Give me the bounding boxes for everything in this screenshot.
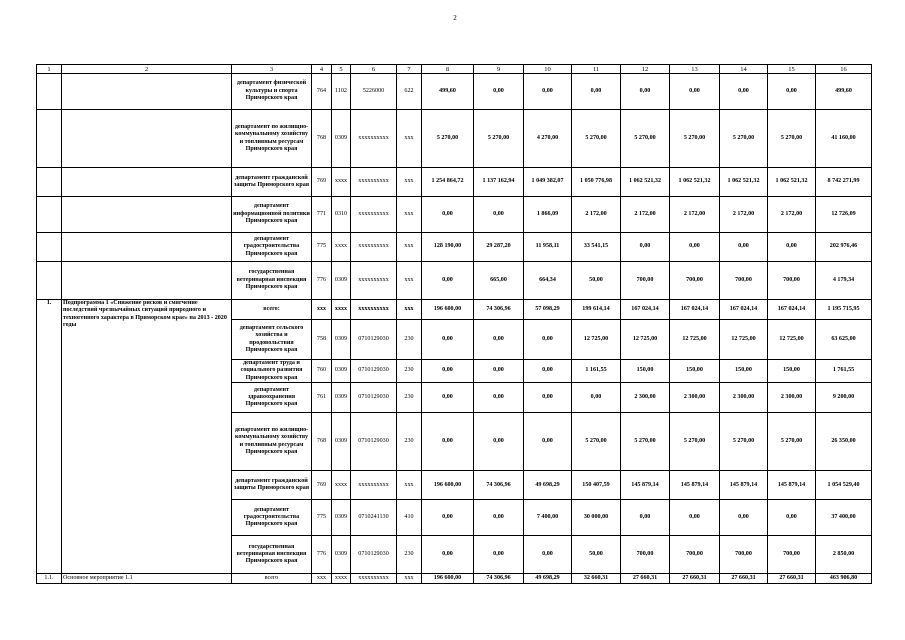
department-cell: департамент гражданской защиты Приморского края <box>232 168 312 197</box>
table-cell: 771 <box>312 197 332 233</box>
table-cell: 2 300,00 <box>720 383 768 413</box>
table-cell: 0,00 <box>621 500 670 536</box>
table-cell: 32 660,31 <box>572 574 621 584</box>
table-cell: 768 <box>312 110 332 168</box>
table-cell: 761 <box>312 383 332 413</box>
table-cell: 196 600,00 <box>422 574 474 584</box>
table-cell: 1 050 776,98 <box>572 168 621 197</box>
department-cell: департамент градостроительства Приморского края <box>232 233 312 262</box>
table-cell: 230 <box>397 320 422 360</box>
table-cell: 0,00 <box>422 197 474 233</box>
table-cell: 29 287,20 <box>474 233 524 262</box>
table-cell: 1 049 382,07 <box>524 168 572 197</box>
table-cell: 12 725,00 <box>768 320 816 360</box>
department-cell: департамент по жилищно-коммунальному хозяйству и топливным ресурсам Приморского края <box>232 413 312 471</box>
table-cell: xxxxxxxxxx <box>351 168 397 197</box>
table-cell: xxxx <box>332 574 351 584</box>
table-cell: 499,60 <box>422 74 474 110</box>
table-cell: 5 270,00 <box>572 110 621 168</box>
table-cell: 74 306,96 <box>474 574 524 584</box>
table-cell: 0,00 <box>768 500 816 536</box>
table-cell <box>37 74 62 110</box>
program-name-cell <box>62 110 232 168</box>
table-cell: 0,00 <box>524 383 572 413</box>
table-cell: 776 <box>312 536 332 574</box>
table-cell: 37 400,00 <box>816 500 872 536</box>
program-name-cell <box>62 168 232 197</box>
column-header: 12 <box>621 65 670 74</box>
table-cell: 700,00 <box>621 262 670 300</box>
table-cell: 0710129030 <box>351 320 397 360</box>
table-cell: 26 350,00 <box>816 413 872 471</box>
table-cell: 2 300,00 <box>670 383 720 413</box>
table-cell <box>37 168 62 197</box>
table-cell: 33 541,15 <box>572 233 621 262</box>
table-cell: 2 300,00 <box>621 383 670 413</box>
table-cell: xxxx <box>332 233 351 262</box>
table-cell: 7 400,00 <box>524 500 572 536</box>
table-cell: 0,00 <box>422 262 474 300</box>
column-header: 11 <box>572 65 621 74</box>
table-cell: xxx <box>397 300 422 320</box>
table-cell: 4 270,00 <box>524 110 572 168</box>
table-cell: 2 172,00 <box>720 197 768 233</box>
table-cell: xxx <box>312 574 332 584</box>
table-cell: xxxxxxxxxx <box>351 300 397 320</box>
table-cell <box>37 262 62 300</box>
table-cell: 5 270,00 <box>768 110 816 168</box>
table-cell: 5 270,00 <box>422 110 474 168</box>
table-cell: 27 660,31 <box>768 574 816 584</box>
department-cell: всего: <box>232 300 312 320</box>
header-row <box>37 65 872 74</box>
table-cell: 5 270,00 <box>670 413 720 471</box>
table-cell: 0,00 <box>670 233 720 262</box>
table-cell: 2 172,00 <box>572 197 621 233</box>
table-cell: 1. <box>37 300 62 574</box>
table-cell: 760 <box>312 360 332 383</box>
table-cell: 202 976,46 <box>816 233 872 262</box>
table-cell: 150,00 <box>720 360 768 383</box>
table-cell: 196 600,00 <box>422 471 474 500</box>
table-cell: 57 098,29 <box>524 300 572 320</box>
table-row <box>37 300 872 320</box>
table-cell: 27 660,31 <box>720 574 768 584</box>
table-cell: 0710129030 <box>351 383 397 413</box>
department-cell: департамент гражданской защиты Приморского края <box>232 471 312 500</box>
table-cell: 167 024,14 <box>670 300 720 320</box>
table-cell: 775 <box>312 500 332 536</box>
table-cell: 12 725,00 <box>572 320 621 360</box>
column-header: 8 <box>422 65 474 74</box>
column-header: 6 <box>351 65 397 74</box>
table-cell: 0310 <box>332 197 351 233</box>
table-cell: 5 270,00 <box>474 110 524 168</box>
table-cell: xxx <box>397 168 422 197</box>
table-cell: 0309 <box>332 536 351 574</box>
table-cell: 2 172,00 <box>670 197 720 233</box>
department-cell: государственная ветеринарная инспекция Приморского края <box>232 536 312 574</box>
table-cell: xxxxxxxxxx <box>351 110 397 168</box>
table-cell: 0309 <box>332 360 351 383</box>
table-cell: 12 725,00 <box>720 320 768 360</box>
table-cell: 8 742 271,99 <box>816 168 872 197</box>
table-cell: 49 698,29 <box>524 574 572 584</box>
table-cell: 50,00 <box>572 262 621 300</box>
table-cell: 0,00 <box>524 360 572 383</box>
department-cell: департамент информационной политики Приморского края <box>232 197 312 233</box>
column-header: 9 <box>474 65 524 74</box>
column-header: 13 <box>670 65 720 74</box>
table-cell: 0,00 <box>474 383 524 413</box>
table-cell: 5 270,00 <box>768 413 816 471</box>
table-cell: 0,00 <box>572 74 621 110</box>
program-name-cell: Подпрограмма 1 «Снижение рисков и смягчение последствий чрезвычайных ситуаций природного и техногенного характера в Приморском крае» на 2013 - 2020 годы <box>62 300 232 574</box>
table-cell: 5 270,00 <box>621 413 670 471</box>
table-cell: 499,60 <box>816 74 872 110</box>
table-cell: 769 <box>312 168 332 197</box>
table-cell: xxx <box>397 262 422 300</box>
table-cell: xxxxxxxxxx <box>351 574 397 584</box>
table-cell: 700,00 <box>720 262 768 300</box>
table-cell: 700,00 <box>768 536 816 574</box>
table-cell: 4 179,34 <box>816 262 872 300</box>
table-cell <box>37 233 62 262</box>
column-header: 10 <box>524 65 572 74</box>
table-cell: 230 <box>397 536 422 574</box>
table-cell: 0309 <box>332 110 351 168</box>
table-cell: 41 160,00 <box>816 110 872 168</box>
table-cell: 0710129030 <box>351 536 397 574</box>
program-name-cell <box>62 74 232 110</box>
column-header: 14 <box>720 65 768 74</box>
table-row <box>37 197 872 233</box>
table-row <box>37 168 872 197</box>
table-cell: 1 195 715,95 <box>816 300 872 320</box>
table-cell: 776 <box>312 262 332 300</box>
table-cell: 0,00 <box>422 413 474 471</box>
table-cell: xxx <box>312 300 332 320</box>
column-header: 1 <box>37 65 62 74</box>
table-cell: 12 725,00 <box>621 320 670 360</box>
budget-table <box>36 64 872 584</box>
table-cell: 700,00 <box>720 536 768 574</box>
table-cell: 768 <box>312 413 332 471</box>
table-cell: 0,00 <box>474 360 524 383</box>
table-row <box>37 110 872 168</box>
table-cell: 0309 <box>332 320 351 360</box>
table-cell: 2 850,00 <box>816 536 872 574</box>
table-cell: 0,00 <box>474 413 524 471</box>
table-cell: xxx <box>397 197 422 233</box>
table-cell: 0710241130 <box>351 500 397 536</box>
table-cell: 12 725,00 <box>670 320 720 360</box>
table-cell: 0,00 <box>720 500 768 536</box>
table-cell: 150,00 <box>670 360 720 383</box>
table-row <box>37 74 872 110</box>
table-cell <box>37 110 62 168</box>
table-cell: 0,00 <box>474 74 524 110</box>
table-cell: xxxxxxxxxx <box>351 262 397 300</box>
table-cell: 167 024,14 <box>621 300 670 320</box>
department-cell: департамент труда и социального развития Приморского края <box>232 360 312 383</box>
table-cell: 0,00 <box>474 320 524 360</box>
table-cell: 0,00 <box>524 413 572 471</box>
table-cell: 1 062 521,32 <box>670 168 720 197</box>
column-header: 3 <box>232 65 312 74</box>
table-cell: 1 866,09 <box>524 197 572 233</box>
table-row <box>37 574 872 584</box>
table-cell: 775 <box>312 233 332 262</box>
table-cell: 5 270,00 <box>572 413 621 471</box>
table-cell: 1 062 521,32 <box>768 168 816 197</box>
table-cell: 230 <box>397 360 422 383</box>
page-number: 2 <box>453 14 457 22</box>
table-cell: 410 <box>397 500 422 536</box>
column-header: 7 <box>397 65 422 74</box>
table-cell: 5 270,00 <box>720 413 768 471</box>
table-cell: 0,00 <box>474 536 524 574</box>
table-cell: xxx <box>397 471 422 500</box>
table-cell: 1 254 864,72 <box>422 168 474 197</box>
table-cell: 167 024,14 <box>720 300 768 320</box>
table-cell: 622 <box>397 74 422 110</box>
table-cell: 1.1. <box>37 574 62 584</box>
table-cell: 1 054 529,40 <box>816 471 872 500</box>
table-cell: 145 879,14 <box>670 471 720 500</box>
table-cell: 199 614,14 <box>572 300 621 320</box>
table-cell: 0309 <box>332 413 351 471</box>
table-cell: 0710129030 <box>351 360 397 383</box>
table-cell: xxxx <box>332 471 351 500</box>
table-cell: 700,00 <box>621 536 670 574</box>
table-row <box>37 233 872 262</box>
column-header: 15 <box>768 65 816 74</box>
table-cell: 1 062 521,32 <box>621 168 670 197</box>
table-cell: 0,00 <box>670 74 720 110</box>
table-cell: 0,00 <box>768 74 816 110</box>
table-cell: 2 172,00 <box>768 197 816 233</box>
table-cell: 700,00 <box>768 262 816 300</box>
table-cell: 0,00 <box>474 500 524 536</box>
department-cell: департамент градостроительства Приморского края <box>232 500 312 536</box>
table-cell: 196 600,00 <box>422 300 474 320</box>
table-cell: 11 958,11 <box>524 233 572 262</box>
table-cell: 463 906,80 <box>816 574 872 584</box>
table-cell: 49 698,29 <box>524 471 572 500</box>
table-cell: 769 <box>312 471 332 500</box>
table-cell: 0,00 <box>768 233 816 262</box>
table-cell: 665,00 <box>474 262 524 300</box>
table-cell: 0,00 <box>621 74 670 110</box>
table-cell: 27 660,31 <box>621 574 670 584</box>
table-cell: 0,00 <box>524 74 572 110</box>
table-cell: 0,00 <box>422 383 474 413</box>
table-cell: 5 270,00 <box>720 110 768 168</box>
table-cell: 0,00 <box>572 383 621 413</box>
table-cell: 74 306,96 <box>474 300 524 320</box>
table-cell: 63 625,00 <box>816 320 872 360</box>
program-name-cell <box>62 233 232 262</box>
table-cell: 0,00 <box>422 320 474 360</box>
department-cell: всего <box>232 574 312 584</box>
table-cell: 74 306,96 <box>474 471 524 500</box>
table-cell: 1 161,55 <box>572 360 621 383</box>
program-name-cell <box>62 197 232 233</box>
table-cell: 0,00 <box>720 233 768 262</box>
table-cell: 150 407,59 <box>572 471 621 500</box>
table-cell: 5226000 <box>351 74 397 110</box>
table-cell: 0,00 <box>621 233 670 262</box>
table-cell: xxxxxxxxxx <box>351 471 397 500</box>
table-cell: xxx <box>397 110 422 168</box>
table-cell: 230 <box>397 383 422 413</box>
table-cell: xxxx <box>332 168 351 197</box>
table-cell: 150,00 <box>768 360 816 383</box>
table-cell: 0,00 <box>422 500 474 536</box>
department-cell: департамент сельского хозяйства и продовольствия Приморского края <box>232 320 312 360</box>
department-cell: департамент физической культуры и спорта Приморского края <box>232 74 312 110</box>
table-cell: 1 137 162,94 <box>474 168 524 197</box>
table-cell: 664,34 <box>524 262 572 300</box>
table-cell: 0309 <box>332 500 351 536</box>
table-cell: 764 <box>312 74 332 110</box>
table-cell: 9 200,00 <box>816 383 872 413</box>
table-cell: 2 172,00 <box>621 197 670 233</box>
program-name-cell: Основное мероприятие 1.1 <box>62 574 232 584</box>
table-cell: 2 300,00 <box>768 383 816 413</box>
table-cell: 1102 <box>332 74 351 110</box>
table-cell: xxx <box>397 574 422 584</box>
table-cell: 0,00 <box>422 360 474 383</box>
table-cell: 230 <box>397 413 422 471</box>
table-cell: 150,00 <box>621 360 670 383</box>
department-cell: департамент по жилищно-коммунальному хозяйству и топливным ресурсам Приморского края <box>232 110 312 168</box>
table-cell: xxxx <box>332 300 351 320</box>
table-cell <box>37 197 62 233</box>
table-cell: 0,00 <box>474 197 524 233</box>
table-cell: 0309 <box>332 383 351 413</box>
table-cell: 0,00 <box>670 500 720 536</box>
table-cell: xxxxxxxxxx <box>351 233 397 262</box>
table-cell: xxxxxxxxxx <box>351 197 397 233</box>
table-cell: 145 879,14 <box>768 471 816 500</box>
column-header: 16 <box>816 65 872 74</box>
table-cell: xxx <box>397 233 422 262</box>
program-name-cell <box>62 262 232 300</box>
table-cell: 700,00 <box>670 536 720 574</box>
table-cell: 12 726,09 <box>816 197 872 233</box>
table-cell: 5 270,00 <box>670 110 720 168</box>
table-cell: 700,00 <box>670 262 720 300</box>
table-cell: 0,00 <box>720 74 768 110</box>
table-cell: 167 024,14 <box>768 300 816 320</box>
table-cell: 30 000,00 <box>572 500 621 536</box>
department-cell: государственная ветеринарная инспекция Приморского края <box>232 262 312 300</box>
column-header: 4 <box>312 65 332 74</box>
column-header: 2 <box>62 65 232 74</box>
table-cell: 0,00 <box>524 536 572 574</box>
table-cell: 145 879,14 <box>720 471 768 500</box>
table-cell: 5 270,00 <box>621 110 670 168</box>
table-cell: 145 879,14 <box>621 471 670 500</box>
table-cell: 0,00 <box>524 320 572 360</box>
table-cell: 758 <box>312 320 332 360</box>
table-cell: 0710129030 <box>351 413 397 471</box>
table-row <box>37 262 872 300</box>
table-cell: 1 062 521,32 <box>720 168 768 197</box>
table-cell: 27 660,31 <box>670 574 720 584</box>
table-cell: 0,00 <box>422 536 474 574</box>
department-cell: департамент здравоохранения Приморского края <box>232 383 312 413</box>
table-cell: 1 761,55 <box>816 360 872 383</box>
table-cell: 128 190,00 <box>422 233 474 262</box>
table-cell: 50,00 <box>572 536 621 574</box>
table-cell: 0309 <box>332 262 351 300</box>
column-header: 5 <box>332 65 351 74</box>
